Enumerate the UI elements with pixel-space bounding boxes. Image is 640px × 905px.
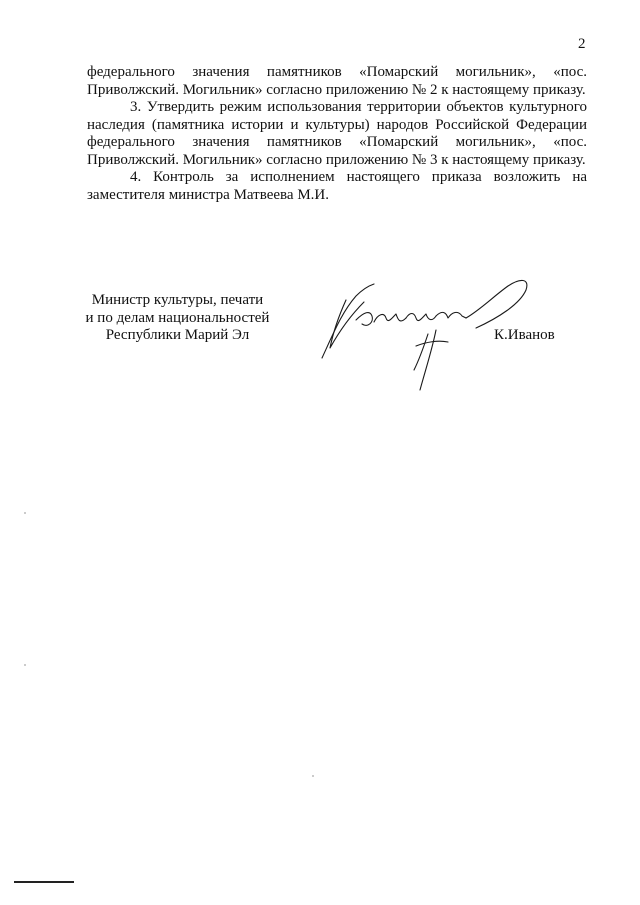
scan-speck (312, 775, 314, 777)
text-line: «пос. Приволжский. Могильник» согласно приложению № 3 к настоящему (87, 134, 587, 168)
text-line: федерального значения памятников «Помарский могильник», (87, 134, 536, 150)
page-number: 2 (578, 36, 586, 52)
scan-speck (24, 664, 26, 666)
order-text (87, 64, 587, 204)
position-line: Министр культуры, печати (91, 292, 264, 308)
text-line: 4. Контроль за исполнением настоящего приказа возложить (130, 169, 561, 185)
text-line: 3. Утвердить режим использования территории объектов культурного (130, 99, 587, 115)
text-line: приказу. (533, 81, 586, 98)
footer-rule (14, 881, 74, 883)
scan-speck (24, 512, 26, 514)
text-line: федерального значения памятников «Помарский могильник», (87, 64, 536, 80)
text-line: на заместителя министра Матвеева М.И. (87, 169, 588, 203)
paragraph-3 (87, 99, 587, 169)
position-line: и по делам национальностей (85, 309, 270, 326)
text-line: приказу. (533, 151, 586, 168)
text-line: наследия (памятника истории и культуры) народов Российской Федерации (87, 116, 587, 133)
paragraph-2-continuation (87, 64, 587, 99)
paragraph-4 (87, 169, 587, 204)
signatory-name: К.Иванов (494, 327, 555, 343)
text-line: «пос. Приволжский. Могильник» согласно приложению № 2 к настоящему (87, 64, 587, 98)
position-line: Республики Марий Эл (105, 327, 250, 343)
signatory-position (80, 292, 275, 345)
